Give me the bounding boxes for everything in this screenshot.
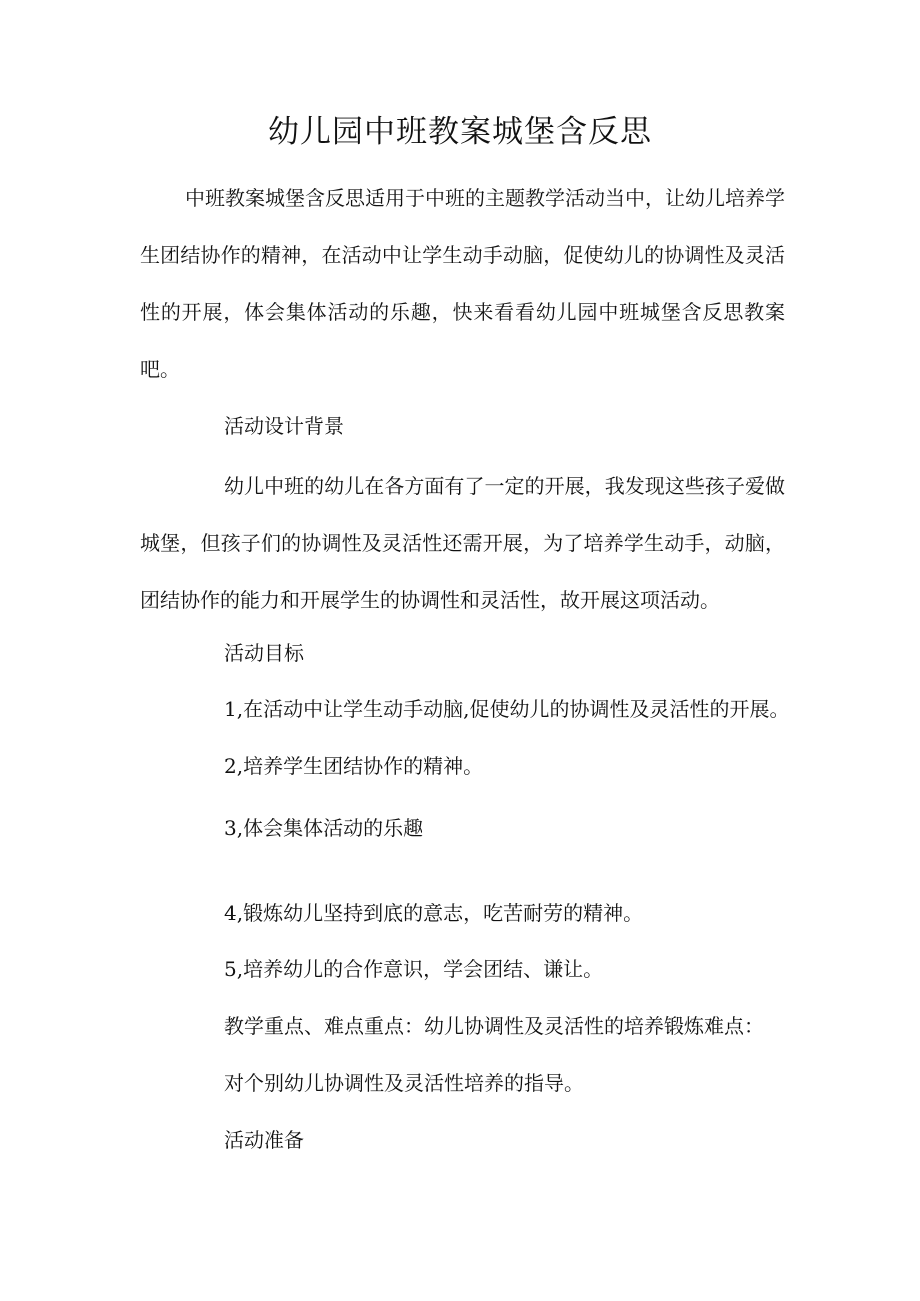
background-heading: 活动设计背景 [224,414,344,438]
goal-item: 1,在活动中让学生动手动脑,促使幼儿的协调性及灵活性的开展。 [224,697,790,721]
goal-item: 2,培养学生团结协作的精神。 [224,754,484,778]
goals-heading: 活动目标 [224,641,304,665]
key-points-line: 对个别幼儿协调性及灵活性培养的指导。 [224,1071,584,1095]
document-title: 幼儿园中班教案城堡含反思 [268,114,652,150]
intro-paragraph: 中班教案城堡含反思适用于中班的主题教学活动当中，让幼儿培养学生团结协作的精神，在活动中让学生动手动脑，促使幼儿的协调性及灵活性的开展，体会集体活动的乐趣，快来看看幼儿园中班城堡含反思教案吧。 [140,186,785,381]
key-points-line: 教学重点、难点重点：幼儿协调性及灵活性的培养锻炼难点： [224,1014,764,1038]
background-paragraph: 幼儿中班的幼儿在各方面有了一定的开展，我发现这些孩子爱做城堡，但孩子们的协调性及灵活性还需开展，为了培养学生动手，动脑，团结协作的能力和开展学生的协调性和灵活性，故开展这项活动。 [140,474,785,612]
preparation-heading: 活动准备 [224,1128,304,1152]
goal-item: 4,锻炼幼儿坚持到底的意志，吃苦耐劳的精神。 [224,901,644,925]
goal-item: 5,培养幼儿的合作意识，学会团结、谦让。 [224,957,604,981]
goal-item: 3,体会集体活动的乐趣 [224,816,424,840]
